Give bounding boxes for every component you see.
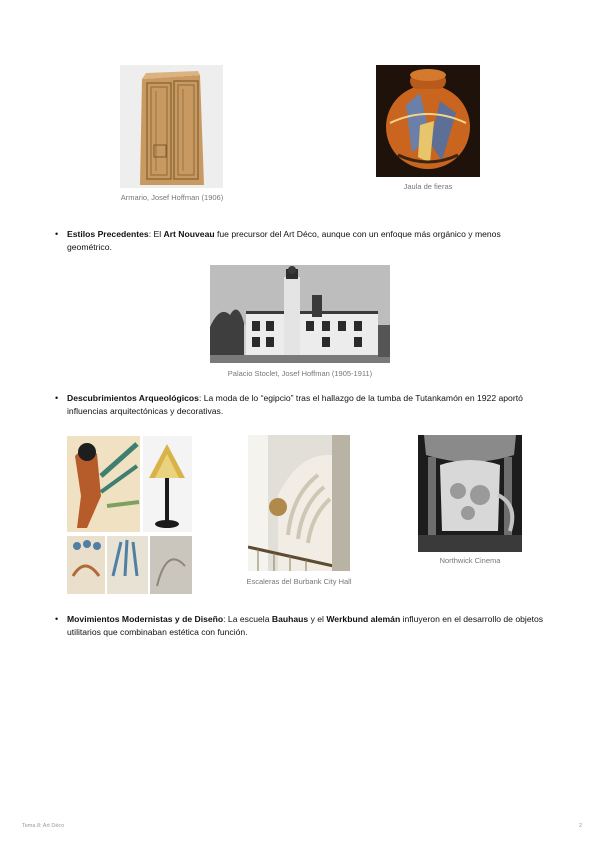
bullet-descubrimientos-arqueologicos: • Descubrimientos Arqueológicos: La moda de lo “egipcio” tras el hallazgo de la tumba de Tutankamón en 1922 aportó influencias arquitectónicas y decorativas. — [55, 393, 523, 416]
northwick-cinema-image — [418, 435, 522, 552]
egyptian-collage-image — [67, 436, 192, 594]
jaula-image — [376, 65, 480, 177]
armario-image — [120, 65, 223, 188]
escaleras-image — [248, 435, 350, 571]
bullet-label: Descubrimientos Arqueológicos — [67, 393, 199, 403]
palacio-caption: Palacio Stoclet, Josef Hoffman (1905-1911) — [227, 369, 373, 378]
bullet-dot: • — [55, 393, 59, 403]
bullet-label: Estilos Precedentes — [67, 229, 149, 239]
bullet-estilos-precedentes: • Estilos Precedentes: El Art Nouveau fue precursor del Art Déco, aunque con un enfoque más orgánico y menos geométrico. — [55, 229, 501, 252]
jaula-caption: Jaula de fieras — [403, 182, 453, 191]
bullet-movimientos-modernistas: • Movimientos Modernistas y de Diseño: La escuela Bauhaus y el Werkbund alemán influyeron en el desarrollo de objetos utilitarios que combinaban estética con función. — [55, 614, 544, 637]
footer-page-number: 2 — [578, 823, 582, 829]
armario-caption: Armario, Josef Hoffman (1906) — [120, 193, 224, 202]
northwick-caption: Northwick Cinema — [439, 556, 501, 565]
bullet-dot: • — [55, 229, 59, 239]
bullet-dot: • — [55, 614, 59, 624]
palacio-stoclet-image — [210, 265, 390, 363]
escaleras-caption: Escaleras del Burbank City Hall — [246, 577, 352, 586]
footer-title: Tema 8: Art Déco — [22, 823, 65, 829]
bullet-label: Movimientos Modernistas y de Diseño — [67, 614, 224, 624]
